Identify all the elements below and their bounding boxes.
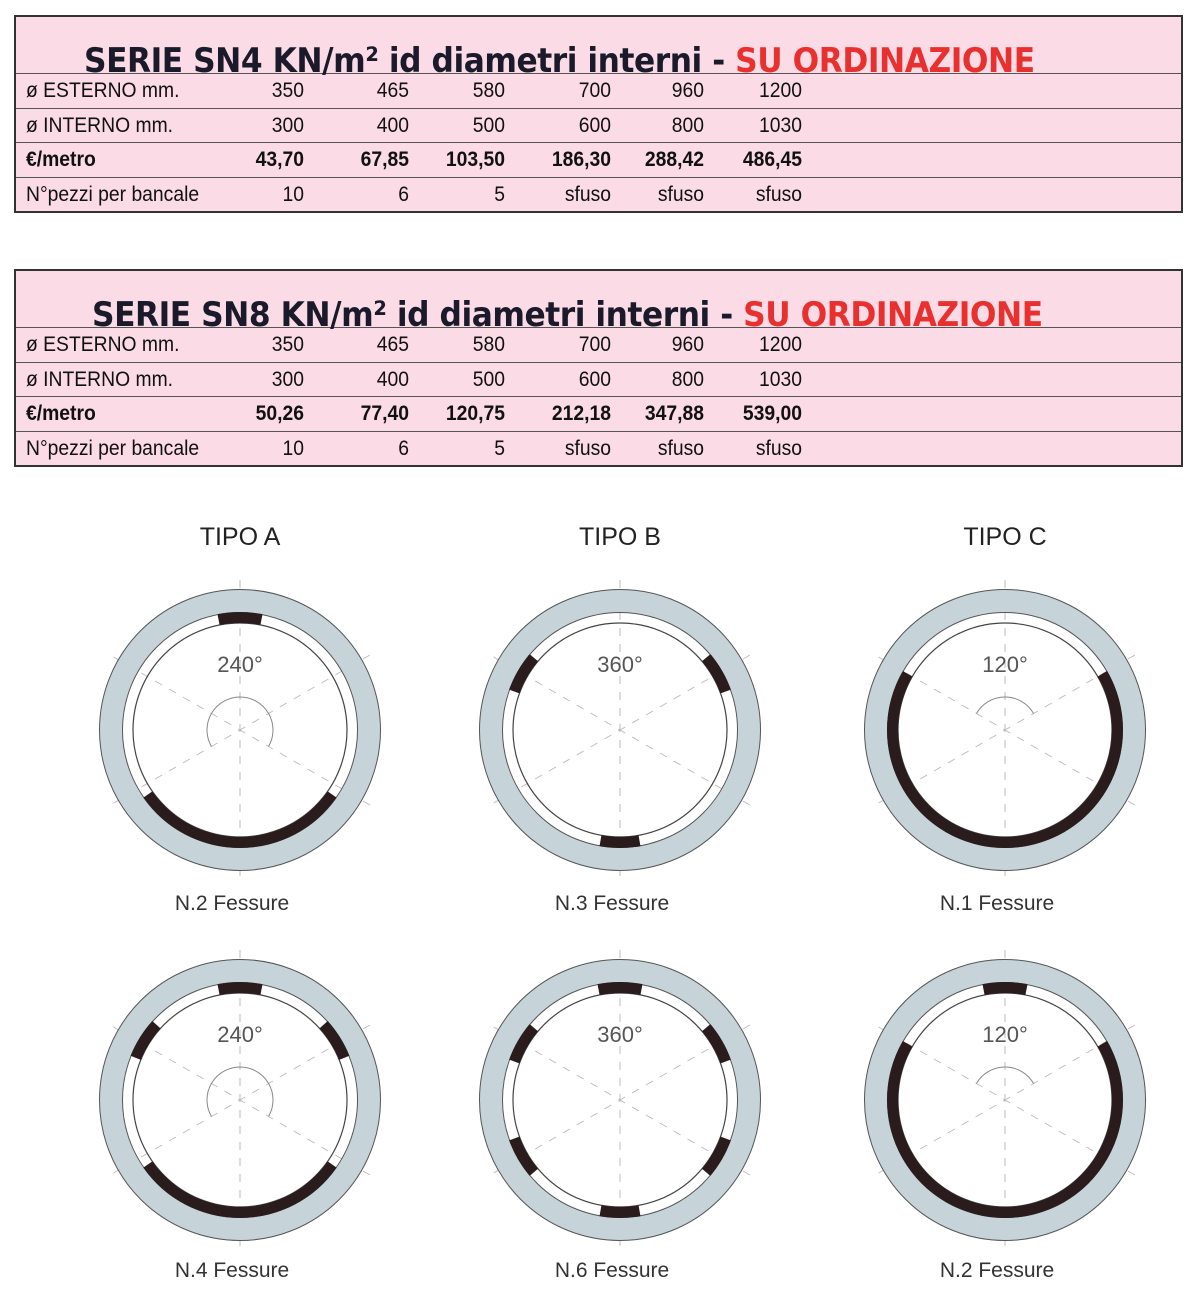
table-cell: 1200 bbox=[759, 79, 802, 102]
table-cell: 1030 bbox=[759, 113, 802, 137]
table-cell: 580 bbox=[472, 333, 505, 356]
table-row bbox=[16, 363, 1181, 398]
table-cell: 186,30 bbox=[551, 148, 611, 171]
table-title bbox=[16, 271, 1181, 335]
title-highlight: SU ORDINAZIONE bbox=[735, 41, 1035, 81]
pipe-section-diagram bbox=[470, 950, 770, 1250]
row-label: N°pezzi per bancale bbox=[26, 436, 200, 460]
table-cell: sfuso bbox=[564, 436, 611, 460]
slot-count-caption: N.1 Fessure bbox=[939, 892, 1055, 915]
table-cell: 300 bbox=[271, 367, 304, 391]
slot-segment bbox=[600, 1205, 641, 1218]
table-cell: 300 bbox=[271, 113, 304, 137]
slot-count-caption: N.3 Fessure bbox=[554, 892, 670, 915]
title-main: SERIE SN8 KN/m² id diametri interni - bbox=[92, 295, 744, 335]
table-cell: 600 bbox=[578, 113, 611, 137]
pipe-section-diagram bbox=[90, 950, 390, 1250]
slot-count-caption: N.2 Fessure bbox=[174, 892, 290, 915]
table-cell: 400 bbox=[376, 113, 409, 137]
title-main: SERIE SN4 KN/m² id diametri interni - bbox=[84, 41, 736, 81]
table-cell: 960 bbox=[671, 333, 704, 356]
table-cell: 1030 bbox=[759, 367, 802, 391]
slot-count-caption: N.6 Fessure bbox=[554, 1259, 670, 1282]
table-cell: 350 bbox=[271, 79, 304, 102]
row-label: €/metro bbox=[26, 402, 96, 425]
table-row bbox=[16, 109, 1181, 144]
table-cell: sfuso bbox=[755, 182, 802, 206]
table-cell: 580 bbox=[472, 79, 505, 102]
table-cell: 103,50 bbox=[445, 148, 505, 171]
table-cell: 43,70 bbox=[255, 148, 304, 171]
table-cell: 77,40 bbox=[360, 402, 409, 425]
table-cell: 10 bbox=[282, 182, 304, 206]
angle-label: 120° bbox=[982, 1022, 1028, 1047]
pipe-section-diagram bbox=[470, 580, 770, 880]
table-row bbox=[16, 143, 1181, 178]
price-table-sn4 bbox=[14, 15, 1183, 213]
type-title: TIPO A bbox=[199, 523, 281, 551]
table-cell: 6 bbox=[398, 182, 409, 206]
table-row bbox=[16, 432, 1181, 466]
table-cell: sfuso bbox=[755, 436, 802, 460]
table-cell: 465 bbox=[376, 79, 409, 102]
table-cell: 465 bbox=[376, 333, 409, 356]
table-cell: sfuso bbox=[657, 436, 704, 460]
table-title bbox=[16, 17, 1181, 81]
pipe-section-diagram bbox=[855, 950, 1155, 1250]
title-highlight: SU ORDINAZIONE bbox=[743, 295, 1043, 335]
angle-label: 360° bbox=[597, 1022, 643, 1047]
table-cell: 800 bbox=[671, 113, 704, 137]
type-title: TIPO B bbox=[579, 523, 661, 551]
table-cell: 400 bbox=[376, 367, 409, 391]
table-cell: 212,18 bbox=[551, 402, 611, 425]
table-cell: 6 bbox=[398, 436, 409, 460]
table-cell: 5 bbox=[494, 182, 505, 206]
table-cell: 347,88 bbox=[644, 402, 704, 425]
table-cell: 50,26 bbox=[255, 402, 304, 425]
pipe-section-diagram bbox=[90, 580, 390, 880]
table-cell: 500 bbox=[472, 113, 505, 137]
table-cell: 500 bbox=[472, 367, 505, 391]
table-cell: 1200 bbox=[759, 333, 802, 356]
table-cell: 10 bbox=[282, 436, 304, 460]
table-cell: 539,00 bbox=[742, 402, 802, 425]
angle-label: 240° bbox=[217, 652, 263, 677]
table-row bbox=[16, 328, 1181, 363]
table-row bbox=[16, 397, 1181, 432]
row-label: €/metro bbox=[26, 148, 96, 171]
table-cell: 288,42 bbox=[644, 148, 704, 171]
row-label: ø ESTERNO mm. bbox=[26, 333, 180, 356]
row-label: ø INTERNO mm. bbox=[26, 113, 174, 137]
price-table-sn8 bbox=[14, 269, 1183, 467]
table-cell: sfuso bbox=[657, 182, 704, 206]
row-label: ø INTERNO mm. bbox=[26, 367, 174, 391]
pipe-section-diagram bbox=[855, 580, 1155, 880]
table-cell: 350 bbox=[271, 333, 304, 356]
table-row bbox=[16, 74, 1181, 109]
slot-count-caption: N.2 Fessure bbox=[939, 1259, 1055, 1282]
table-cell: 960 bbox=[671, 79, 704, 102]
table-cell: 486,45 bbox=[742, 148, 802, 171]
table-cell: 600 bbox=[578, 367, 611, 391]
table-cell: 120,75 bbox=[445, 402, 505, 425]
table-cell: 5 bbox=[494, 436, 505, 460]
slot-count-caption: N.4 Fessure bbox=[174, 1259, 290, 1282]
table-cell: sfuso bbox=[564, 182, 611, 206]
slot-segment bbox=[600, 835, 641, 848]
table-row bbox=[16, 178, 1181, 212]
table-cell: 700 bbox=[578, 333, 611, 356]
row-label: ø ESTERNO mm. bbox=[26, 79, 180, 102]
type-title: TIPO C bbox=[963, 523, 1047, 551]
angle-label: 240° bbox=[217, 1022, 263, 1047]
table-cell: 67,85 bbox=[360, 148, 409, 171]
angle-label: 360° bbox=[597, 652, 643, 677]
angle-label: 120° bbox=[982, 652, 1028, 677]
table-cell: 800 bbox=[671, 367, 704, 391]
row-label: N°pezzi per bancale bbox=[26, 182, 200, 206]
table-cell: 700 bbox=[578, 79, 611, 102]
